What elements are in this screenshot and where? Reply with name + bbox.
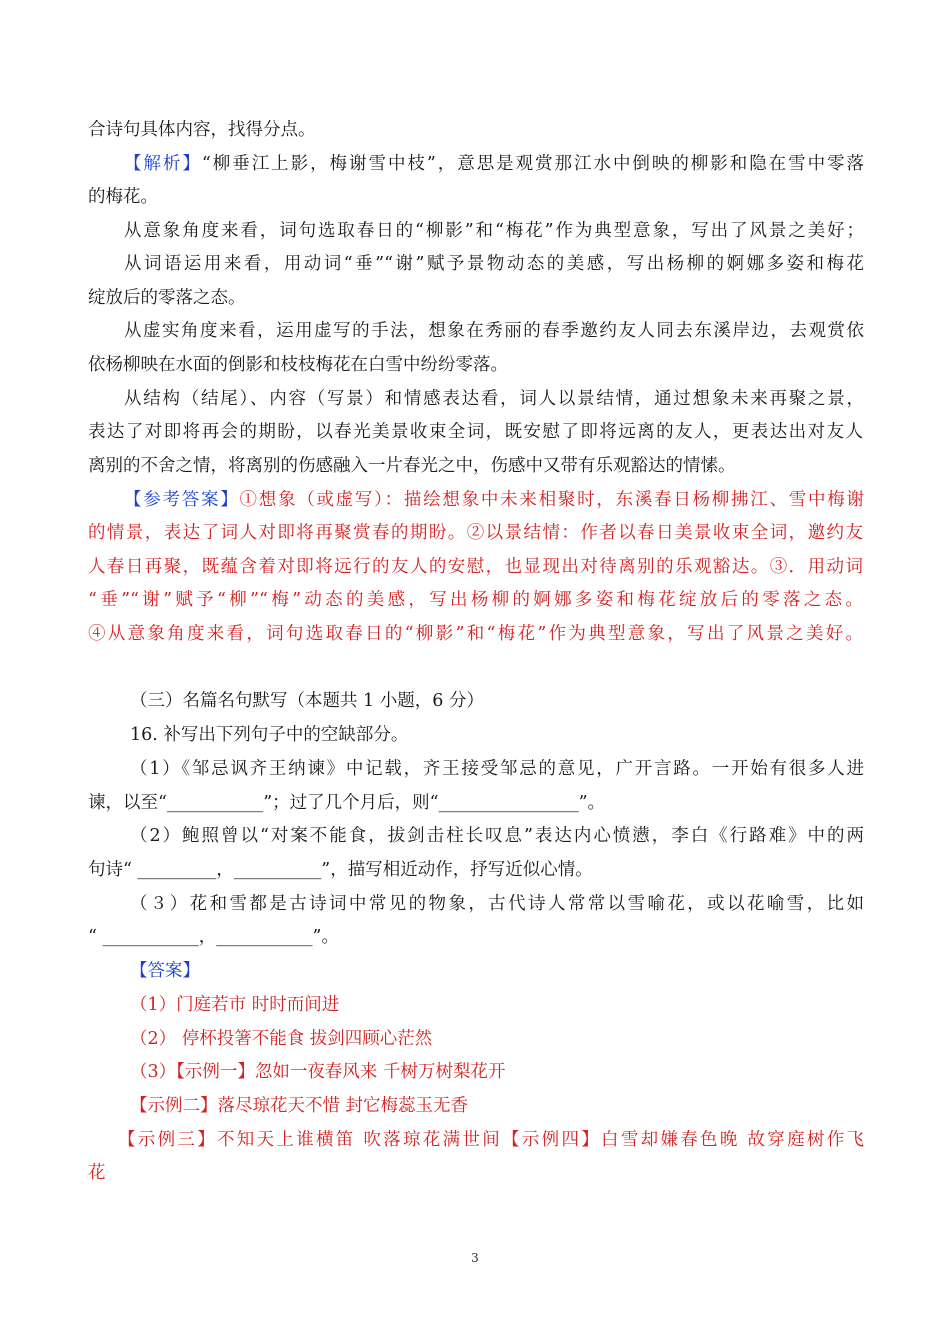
text-line: 依杨柳映在水面的倒影和枝枝梅花在白雪中纷纷零落。 bbox=[88, 355, 508, 375]
answer-line: ④从意象角度来看，词句选取春日的“柳影”和“梅花”作为典型意象，写出了风景之美好。 bbox=[88, 624, 863, 644]
text-line: 合诗句具体内容，找得分点。 bbox=[88, 120, 316, 140]
analysis-tag: 【解析】 bbox=[124, 154, 202, 174]
question-title: 16. 补写出下列句子中的空缺部分。 bbox=[130, 725, 409, 745]
question-text: （３）花和雪都是古诗词中常见的物象，古代诗人常常以雪喻花，或以花喻雪，比如 bbox=[130, 894, 864, 914]
answer-line: 的情景，表达了词人对即将再聚赏春的期盼。②以景结情：作者以春日美景收束全词，邀约友 bbox=[88, 523, 863, 543]
text-line: 从意象角度来看，词句选取春日的“柳影”和“梅花”作为典型意象，写出了风景之美好； bbox=[124, 221, 864, 241]
analysis-line bbox=[124, 153, 864, 175]
section-heading: （三）名篇名句默写（本题共 1 小题，6 分） bbox=[130, 691, 484, 711]
text-line: 从虚实角度来看，运用虚写的手法，想象在秀丽的春季邀约友人同去东溪岸边，去观赏依 bbox=[124, 321, 864, 341]
analysis-text: “柳垂江上影，梅谢雪中枝”，意思是观赏那江水中倒映的柳影和隐在雪中零落 bbox=[201, 154, 865, 174]
question-text: （2）鲍照曾以“对案不能食，拔剑击柱长叹息”表达内心愤懑，李白《行路难》中的两 bbox=[130, 826, 864, 846]
question-text: 谏，以至“___________”；过了几个月后，则“________________”。 bbox=[88, 793, 606, 813]
answer-line: （1）门庭若市 时时而间进 bbox=[130, 995, 340, 1015]
answer-line: 花 bbox=[88, 1163, 106, 1183]
answer-line: （2） 停杯投箸不能食 拔剑四顾心茫然 bbox=[130, 1029, 433, 1049]
answer-line: （3）【示例一】忽如一夜春风来 千树万树梨花开 bbox=[130, 1062, 506, 1082]
answer-tag: 【答案】 bbox=[130, 961, 200, 981]
reference-answer-line bbox=[124, 489, 864, 511]
question-text: “ ___________，___________”。 bbox=[88, 927, 339, 947]
answer-line: “垂”“谢”赋予“柳”“梅”动态的美感，写出杨柳的婀娜多姿和梅花绽放后的零落之态。 bbox=[88, 590, 863, 610]
answer-line: 【示例二】落尽琼花天不惜 封它梅蕊玉无香 bbox=[130, 1096, 469, 1116]
text-line: 从词语运用来看，用动词“垂”“谢”赋予景物动态的美感，写出杨柳的婀娜多姿和梅花 bbox=[124, 254, 864, 274]
question-text: （1）《邹忌讽齐王纳谏》中记载，齐王接受邹忌的意见，广开言路。一开始有很多人进 bbox=[130, 759, 864, 779]
page-number: 3 bbox=[471, 1251, 479, 1265]
text-line: 的梅花。 bbox=[88, 187, 158, 207]
answer-line: 【示例三】不知天上谁横笛 吹落琼花满世间【示例四】白雪却嫌春色晚 故穿庭树作飞 bbox=[118, 1130, 864, 1150]
question-text: 句诗“ _________，__________”，描写相近动作，抒写近似心情。 bbox=[88, 860, 593, 880]
reference-answer-tag: 【参考答案】 bbox=[124, 490, 240, 510]
reference-answer-text: ①想象（或虚写）：描绘想象中未来相聚时，东溪春日杨柳拂江、雪中梅谢 bbox=[239, 490, 865, 510]
text-line: 从结构（结尾）、内容（写景）和情感表达看，词人以景结情，通过想象未来再聚之景， bbox=[124, 389, 864, 409]
answer-line: 人春日再聚，既蕴含着对即将远行的友人的安慰，也显现出对待离别的乐观豁达。③．用动词 bbox=[88, 557, 863, 577]
text-line: 表达了对即将再会的期盼，以春光美景收束全词，既安慰了即将远离的友人，更表达出对友人 bbox=[88, 422, 863, 442]
text-line: 离别的不舍之情，将离别的伤感融入一片春光之中，伤感中又带有乐观豁达的情愫。 bbox=[88, 456, 736, 476]
text-line: 绽放后的零落之态。 bbox=[88, 288, 246, 308]
